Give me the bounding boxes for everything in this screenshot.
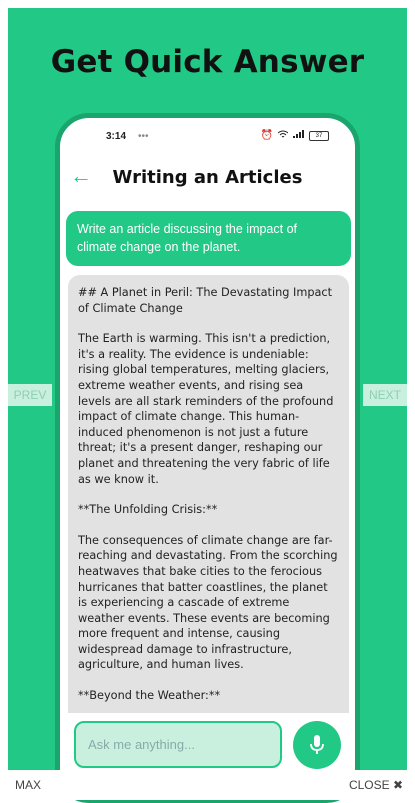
status-time: 3:14 (106, 131, 127, 142)
phone-mockup (55, 113, 360, 803)
answer-paragraph: The Earth is warming. This isn't a prediction, it's a reality. The evidence is undeniable: rising global temperatures, melting glaciers, extreme weather events, and rising sea levels are all stark reminders of the profound impact of climate change. This human-induced phenomenon is not just a future threat; it's a present danger, reshaping our planet and threatening the very fabric of life as we know it. (78, 332, 334, 486)
answer-paragraph: **The Unfolding Crisis:** (78, 503, 218, 517)
close-button[interactable] (345, 774, 407, 796)
ask-input[interactable] (74, 721, 282, 768)
answer-paragraph: The consequences of climate change are far-reaching and devastating. From the scorching heatwaves that bake cities to the ferocious hurricanes that batter coastlines, the planet is experiencing a cascade of extreme weather events. These events are becoming more frequent and intense, causing widespread damage to infrastructure, agriculture, and human lives. (78, 533, 338, 672)
status-dots: ••• (138, 131, 149, 142)
app-header (60, 163, 355, 203)
wifi-icon (278, 130, 288, 141)
input-row (60, 713, 355, 773)
mic-button[interactable] (293, 721, 341, 769)
next-button[interactable]: NEXT (363, 384, 407, 406)
answer-paragraph: **Beyond the Weather:** (78, 689, 221, 703)
max-button[interactable]: MAX (14, 778, 41, 792)
battery-icon: 37 (309, 131, 329, 141)
back-arrow-icon[interactable]: ← (70, 163, 92, 188)
signal-icon (293, 130, 304, 141)
alarm-icon: ⏰ (260, 130, 273, 141)
prev-button[interactable]: PREV (8, 384, 52, 406)
close-label: CLOSE (348, 778, 390, 792)
bottom-bar (0, 770, 415, 800)
app-title: Writing an Articles (112, 167, 303, 188)
status-bar (60, 118, 355, 158)
answer-bubble (68, 275, 349, 745)
page-headline: Get Quick Answer (50, 44, 365, 80)
close-icon: ✖ (392, 778, 404, 792)
answer-paragraph: ## A Planet in Peril: The Devastating Impact of Climate Change (78, 286, 333, 315)
status-icons (261, 130, 329, 141)
microphone-icon (309, 734, 325, 756)
user-prompt-bubble: Write an article discussing the impact of climate change on the planet. (66, 211, 351, 266)
